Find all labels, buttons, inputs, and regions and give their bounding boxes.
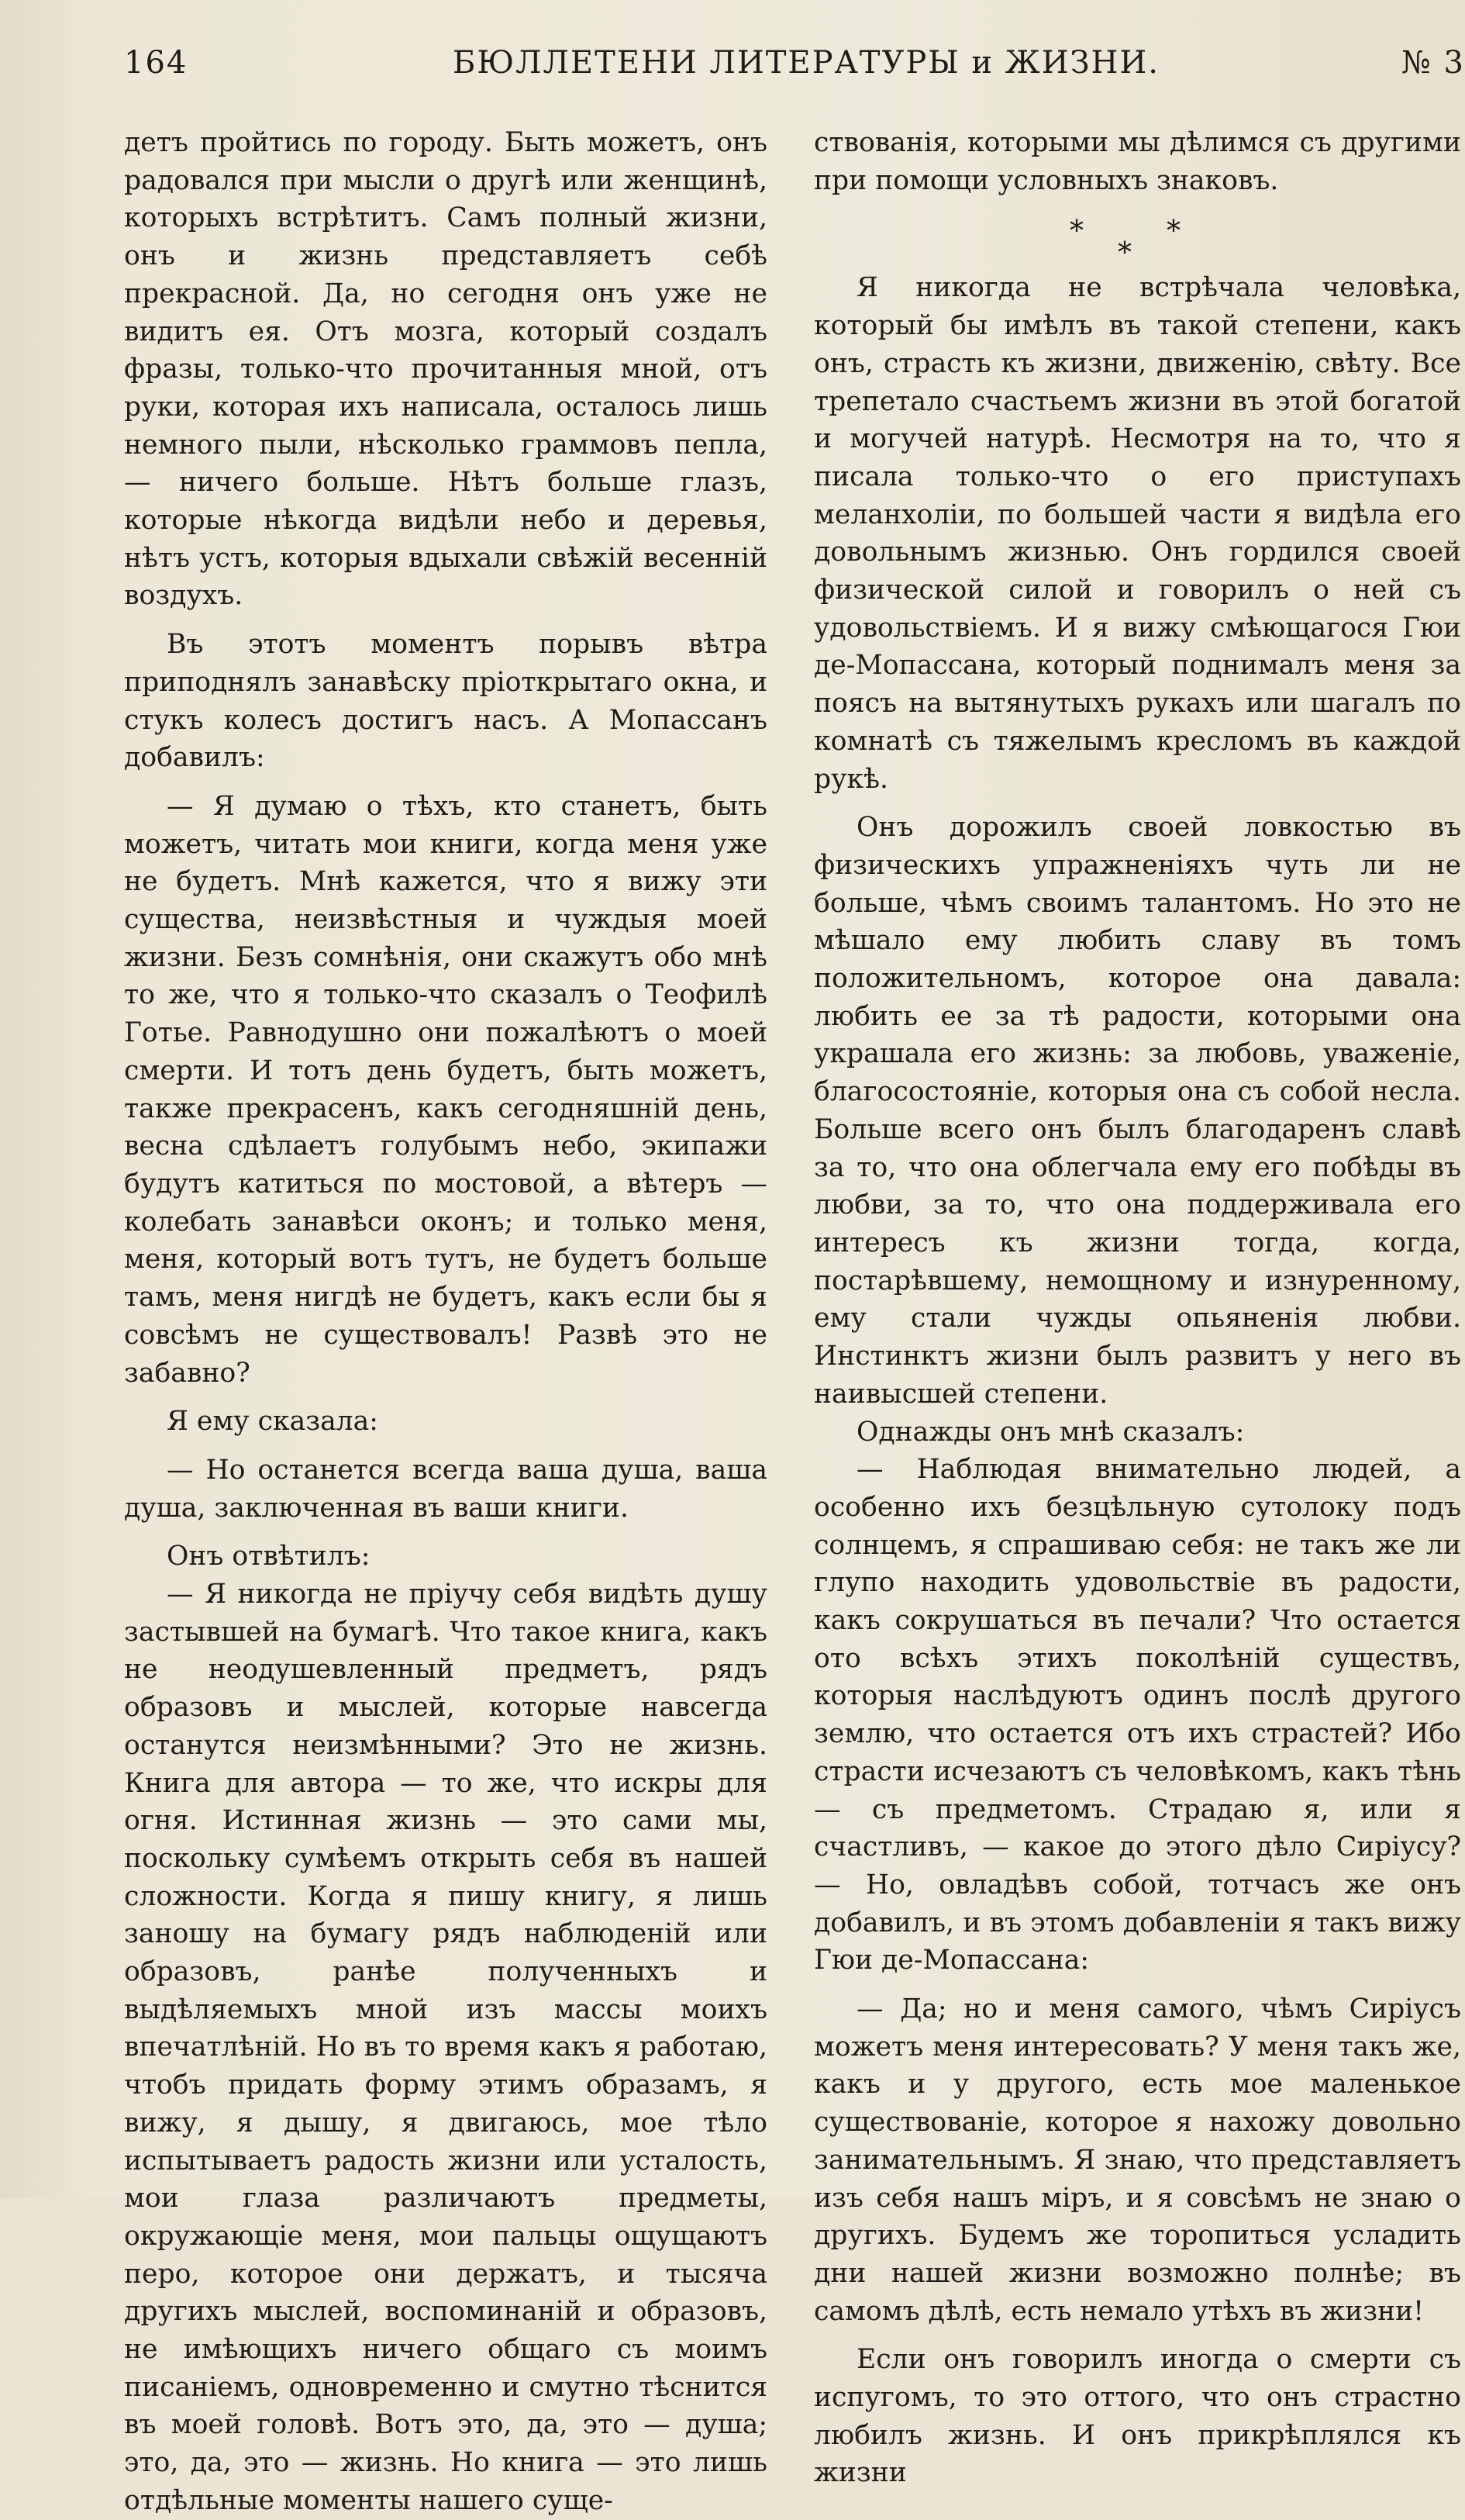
journal-title: БЮЛЛЕТЕНИ ЛИТЕРАТУРЫ и ЖИЗНИ. [453,45,1160,81]
page-number: 164 [124,45,188,81]
issue-number: № 3 [1401,45,1465,81]
paragraph: Въ этотъ моментъ порывъ вѣтра приподнялъ занавѣску пріоткрытаго окна, и стукъ колесъ достигъ насъ. А Мопассанъ добавилъ: [124,629,767,774]
right-column [814,124,1461,2492]
paragraph: — Я никогда не пріучу себя видѣть душу застывшей на бумагѣ. Что такое книга, какъ не неодушевленный предметъ, рядъ образовъ и мыслей, которые навсегда останутся неизмѣнными? Это не жизнь. Книга для автора — то же, что искры для огня. Истинная жизнь — это сами мы, поскольку сумѣемъ открыть себя въ нашей сложности. Когда я пишу книгу, я лишь заношу на бумагу рядъ наблюденій или образовъ, ранѣе полученныхъ и выдѣляемыхъ мной изъ массы моихъ впечатлѣній. Но въ то время какъ я работаю, чтобъ придать форму этимъ образамъ, я вижу, я дышу, я двигаюсь, мое тѣло испытываетъ радость жизни или усталость, мои глаза различаютъ предметы, окружающіе меня, мои пальцы ощущаютъ перо, которое они держатъ, и тысяча другихъ мыслей, воспоминаній и образовъ, не имѣющихъ ничего общаго съ моимъ писаніемъ, одновременно и смутно тѣснится въ моей головѣ. Вотъ это, да, это — душа; это, да, это — жизнь. Но книга — это лишь отдѣльные моменты нашего суще- [124,1579,767,2516]
paragraph: — Да; но и меня самого, чѣмъ Сиріусъ можетъ меня интересовать? У меня такъ же, какъ и у другого, есть мое маленькое существованіе, которое я нахожу довольно занимательнымъ. Я знаю, что представляетъ изъ себя нашъ міръ, и я совсѣмъ не знаю о другихъ. Будемъ же торопиться усладить дни нашей жизни возможно полнѣе; въ самомъ дѣлѣ, есть немало утѣхъ въ жизни! [814,1994,1461,2327]
paragraph: — Но останется всегда ваша душа, ваша душа, заключенная въ ваши книги. [124,1454,767,1524]
paragraph: — Я думаю о тѣхъ, кто станетъ, быть можетъ, читать мои книги, когда меня уже не будетъ. Мнѣ кажется, что я вижу эти существа, неизвѣстныя и чуждыя моей жизни. Безъ сомнѣнія, они скажутъ обо мнѣ то же, что я только-что сказалъ о Теофилѣ Готье. Равнодушно они пожалѣютъ о моей смерти. И тотъ день будетъ, быть можетъ, также прекрасенъ, какъ сегодняшній день, весна сдѣлаетъ голубымъ небо, экипажи будутъ катиться по мостовой, а вѣтеръ — колебать занавѣси оконъ; и только меня, меня, который вотъ тутъ, не будетъ больше тамъ, меня нигдѣ не будетъ, какъ если бы я совсѣмъ не существовалъ! Развѣ это не забавно? [124,790,767,1389]
paragraph: ствованія, которыми мы дѣлимся съ другими при помощи условныхъ знаковъ. [814,127,1461,196]
section-separator: * * * [1070,216,1181,270]
running-header [116,45,1465,99]
paragraph: Онъ отвѣтилъ: [167,1541,371,1572]
paragraph: Если онъ говорилъ иногда о смерти съ испугомъ, то это оттого, что онъ страстно любилъ жизнь. И онъ прикрѣплялся къ жизни [814,2344,1461,2489]
paragraph: Однажды онъ мнѣ сказалъ: [857,1416,1245,1448]
paragraph: Я никогда не встрѣчала человѣка, который бы имѣлъ въ такой степени, какъ онъ, страсть къ жизни, движенію, свѣту. Все трепетало счастьемъ жизни въ этой богатой и могучей натурѣ. Несмотря на то, что я писала только-что о его приступахъ меланхоліи, по большей части я видѣла его довольнымъ жизнью. Онъ гордился своей физической силой и говорилъ о ней съ удовольствіемъ. И я вижу смѣющагося Гюи де-Мопассана, который поднималъ меня за поясъ на вытянутыхъ рукахъ или шагалъ по комнатѣ съ тяжелымъ кресломъ въ каждой рукѣ. [814,272,1461,795]
paragraph: Онъ дорожилъ своей ловкостью въ физическихъ упражненіяхъ чуть ли не больше, чѣмъ своимъ талантомъ. Но это не мѣшало ему любить славу въ томъ положительномъ, которое она давала: любить ее за тѣ радости, которыми она украшала его жизнь: за любовь, уваженіе, благосостояніе, которыя она съ собой несла. Больше всего онъ былъ благодаренъ славѣ за то, что она облегчала ему его побѣды въ любви, за то, что она поддерживала его интересъ къ жизни тогда, когда, постарѣвшему, немощному и изнуренному, ему стали чужды опьяненія любви. Инстинктъ жизни былъ развитъ у него въ наивысшей степени. [814,812,1461,1410]
paragraph: — Наблюдая внимательно людей, а особенно ихъ безцѣльную сутолоку подъ солнцемъ, я спрашиваю себя: не такъ же ли глупо находить удовольствіе въ радости, какъ сокрушаться въ печали? Что остается ото всѣхъ этихъ поколѣній существъ, которыя наслѣдуютъ одинъ послѣ другого землю, что остается отъ ихъ страстей? Ибо страсти исчезаютъ съ человѣкомъ, какъ тѣнь — съ предметомъ. Страдаю я, или я счастливъ, — какое до этого дѣло Сиріусу? — Но, овладѣвъ собой, тотчасъ же онъ добавилъ, и въ этомъ добавленіи я такъ вижу Гюи де-Мопассана: [814,1454,1461,1976]
paragraph: Я ему сказала: [167,1406,378,1438]
paragraph: детъ пройтись по городу. Быть можетъ, онъ радовался при мысли о другѣ или женщинѣ, которыхъ встрѣтитъ. Самъ полный жизни, онъ и жизнь представляетъ себѣ прекрасной. Да, но сегодня онъ уже не видитъ ея. Отъ мозга, который создалъ фразы, только-что прочитанныя мной, отъ руки, которая ихъ написала, осталось лишь немного пыли, нѣсколько граммовъ пепла, — ничего больше. Нѣтъ больше глазъ, которые нѣкогда видѣли небо и деревья, нѣтъ устъ, которыя вдыхали свѣжій весенній воздухъ. [124,127,767,612]
left-column [124,124,767,2520]
